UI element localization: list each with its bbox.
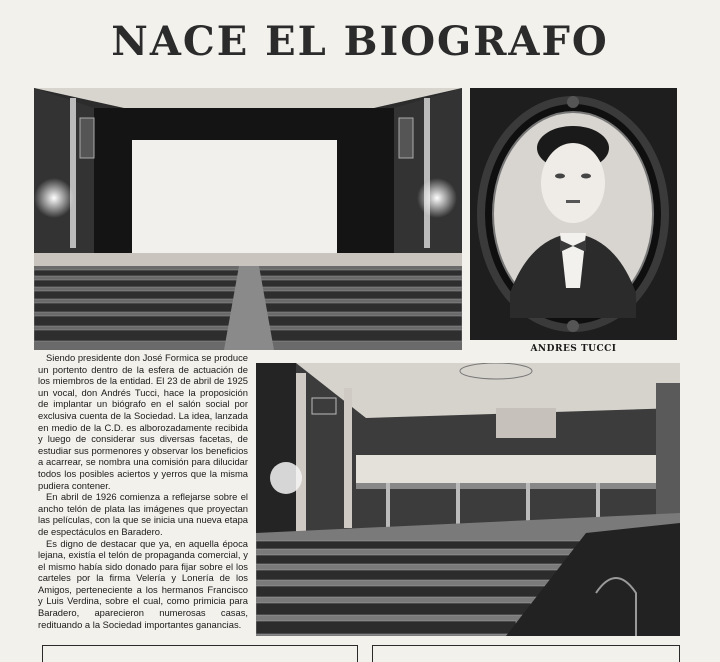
article-body	[38, 352, 248, 630]
theatre-balcony-photo	[256, 363, 680, 636]
andres-tucci-portrait-photo	[470, 88, 677, 340]
article-paragraph: Siendo presidente don José Formica se produce un portento dentro de la esfera de actuación de los miembros de la entidad. El 23 de abril de 1925 un vocal, don Andrés Tucci, hace la proposición de implantar un biógrafo en el salón social por exclusiva cuenta de la Sociedad. La idea, lanzada en medio de la C.D. es alborozadamente recibida y luego de considerar sus diversas facetas, de estudiar sus pormenores y observar los beneficios a acarrear, se nombra una comisión para dilucidar todos los posibles aciertos y yerros que la misma pudiera contener.	[38, 352, 248, 491]
article-paragraph: En abril de 1926 comienza a reflejarse sobre el ancho telón de plata las imágenes que proyectan las películas, con la que se inicia una nueva etapa de espectáculos en Baradero.	[38, 491, 248, 537]
headline: NACE EL BIOGRAFO	[111, 18, 609, 65]
cinema-interior-photo	[34, 88, 462, 350]
next-section-box-right	[372, 645, 680, 662]
portrait-caption: ANDRES TUCCI	[530, 344, 617, 354]
article-paragraph: Es digno de destacar que ya, en aquella época lejana, existía el telón de propaganda comercial, y el mismo había sido donado para fijar sobre el los carteles por la firma Velería y Lonería de los Amigos, perteneciente a los hermanos Francisco y Luis Verdina, sobre el cual, como primicia para Baradero, aparecieron numerosas casas, redituando a la Sociedad importantes ganancias.	[38, 537, 248, 630]
next-section-box-left	[42, 645, 358, 662]
